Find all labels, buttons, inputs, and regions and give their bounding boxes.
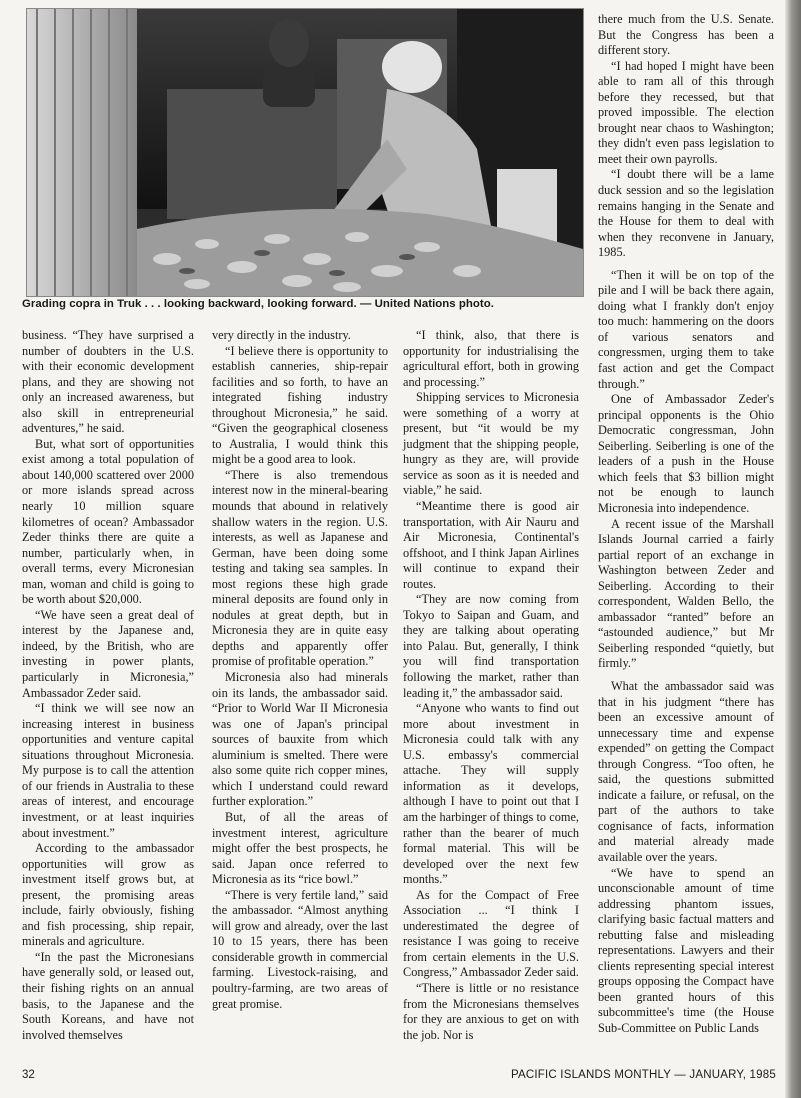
paragraph: “Anyone who wants to find out more about investment in Micronesia could talk with any U.S. embassy's commercial attache. They will supply information as it develops, although I have to point out that I am the harbinger of things to come, rather than the bearer of much formal material. This will be developed over the next few months.” <box>403 701 579 887</box>
article-column-4 <box>598 12 774 1037</box>
paragraph: “I think, also, that there is opportunity for industrialising the agricultural effort, both in growing and processing.” <box>403 328 579 389</box>
paragraph: According to the ambassador opportunities will grow as investment itself grows but, at present, the promising areas include, fairly obviously, fishing and fish processing, ship repair, minerals and agriculture. <box>22 841 194 949</box>
paragraph: “I doubt there will be a lame duck session and so the legislation remains hanging in the Senate and the House for them to deal with when they reconvene in January, 1985. <box>598 167 774 260</box>
paragraph: “Meantime there is good air transportation, with Air Nauru and Air Micronesia, Continental's offshoot, and I think Japan Airlines will continue to expand their routes. <box>403 499 579 591</box>
paragraph: Micronesia also had minerals oin its lands, the ambassador said. “Prior to World War II Micronesia was one of Japan's principal sources of bauxite from which aluminium is smelted. There were also some quite rich copper mines, which I understand could reward further exploration.” <box>212 670 388 809</box>
paragraph: “We have to spend an unconscionable amount of time addressing phantom issues, clarifying basic factual matters and rebutting false and misleading representations. Lawyers and their clients representing special interest groups opposing the Compact have been granted hours of this subcommittee's time (the House Sub-Committee on Public Lands <box>598 865 774 1035</box>
photo-copra-grading <box>26 8 584 297</box>
article-column-1 <box>22 328 194 1043</box>
running-footer: PACIFIC ISLANDS MONTHLY — JANUARY, 1985 <box>511 1069 776 1081</box>
paragraph: “They are now coming from Tokyo to Saipan and Guam, and they are talking about operating into Palau. But, generally, I think you will find transportation following the market, rather than leading it,” the ambassador said. <box>403 592 579 700</box>
photo-caption: Grading copra in Truk . . . looking backward, looking forward. — United Nations photo. <box>22 298 494 310</box>
paragraph: A recent issue of the Marshall Islands Journal carried a fairly partial report of an exchange in Washington between Zeder and Seiberling. According to their correspondent, Walden Bello, the ambassador “ranted” before an “astounded audience,” but Mr Seiberling responded “quietly, but firmly.” <box>598 516 774 671</box>
paragraph: “There is very fertile land,” said the ambassador. “Almost anything will grow and already, over the last 10 to 15 years, there has been considerable growth in commercial farming. Livestock-raising, and poultry-farming, are two areas of great promise. <box>212 887 388 1011</box>
paragraph: What the ambassador said was that in his judgment “there has been an excessive amount of unnecessary time and expense expended” on getting the Compact through Congress. “Too often, he said, the questions submitted indicate a failure, or refusal, on the part of the authors to take cognisance of facts, information and material already made available over the years. <box>598 678 774 864</box>
page-number: 32 <box>22 1069 35 1081</box>
paragraph: business. “They have surprised a number of doubters in the U.S. with their economic development plans, and they are showing not only an increased awareness, but also skill in entrepreneurial adventures,” he said. <box>22 328 194 436</box>
paragraph: One of Ambassador Zeder's principal opponents is the Ohio Democratic congressman, John Seiberling. Seiberling is one of the leaders of a push in the House which feels that $3 billion might not be enough to launch Micronesia into independence. <box>598 392 774 515</box>
paragraph: very directly in the industry. <box>212 328 351 342</box>
paragraph: But, of all the areas of investment interest, agriculture might offer the best prospects, he said. Japan once referred to Micronesia as its “rice bowl.” <box>212 809 388 887</box>
article-column-2 <box>212 328 388 1012</box>
paragraph: “Then it will be on top of the pile and I will be back there again, doing what I frankly don't enjoy too much: hammering on the doors of various senators and congressmen, urging them to take fast action and get the Compact through.” <box>598 267 774 391</box>
paragraph: “I had hoped I might have been able to ram all of this through before they recessed, but that proved impossible. The election brought near chaos to Washington; they didn't even pass legislation to meet their own payrolls. <box>598 58 774 166</box>
paragraph: there much from the U.S. Senate. But the Congress has been a different story. <box>598 12 774 58</box>
paragraph: Shipping services to Micronesia were something of a worry at present, but “it would be my judgment that the shipping people, hungry as they are, will provide service as soon as it is needed and viable,” he said. <box>403 390 579 498</box>
paragraph: “I believe there is opportunity to establish canneries, ship-repair facilities and so forth, to have an integrated fishing industry throughout Micronesia,” he said. “Given the geographical closeness to Australia, I would think this might be a good area to look. <box>212 343 388 467</box>
paragraph: “I think we will see now an increasing interest in business opportunities and venture capital situations throughout Micronesia. My purpose is to call the attention of our friends in Australia to these areas of interest, and encourage investment, or at least inquiries about investment.” <box>22 701 194 840</box>
paragraph: “There is little or no resistance from the Micronesians themselves for they are anxious to get on with the job. Nor is <box>403 980 579 1042</box>
paragraph: “In the past the Micronesians have generally sold, or leased out, their fishing rights on an annual basis, to the Japanese and the South Koreans, and have not involved themselves <box>22 949 194 1042</box>
paragraph: “There is also tremendous interest now in the mineral-bearing mounds that abound in relatively shallow waters in the region. U.S. interests, as well as Japanese and German, have been doing some testing and taking sea samples. In most regions these high grade mineral deposits are found only in nodules at great depth, but in Micronesia they are in quite easy depths and apparently offer promise of profitable operation.” <box>212 467 388 669</box>
binding-shadow <box>785 0 801 1098</box>
paragraph: “We have seen a great deal of interest by the Japanese and, indeed, by the British, who are investing in power plants, particularly in Micronesia,” Ambassador Zeder said. <box>22 607 194 700</box>
paragraph: But, what sort of opportunities exist among a total population of about 140,000 scattered over 2000 or more islands spread across nearly 10 million square kilometres of ocean? Ambassador Zeder thinks there are quite a number, particularly when, in overall terms, every Micronesian man, woman and child is going to be worth about $20,000. <box>22 436 194 607</box>
paragraph: As for the Compact of Free Association ... “I think I underestimated the degree of resistance I was going to receive from certain elements in the U.S. Congress,” Ambassador Zeder said. <box>403 887 579 980</box>
article-column-3 <box>403 328 579 1043</box>
